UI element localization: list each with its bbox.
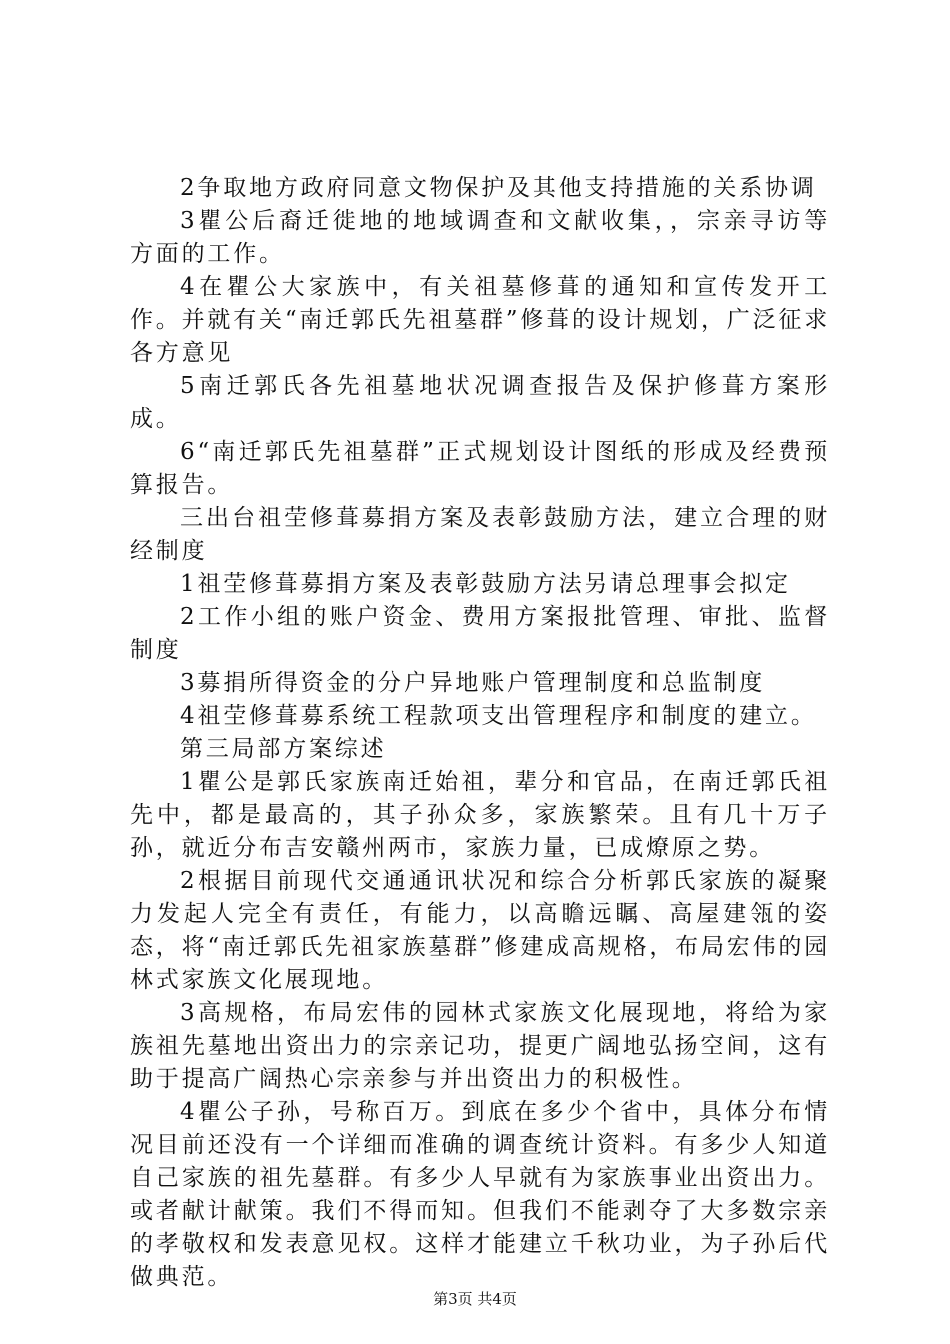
paragraph-4: 5南迁郭氏各先祖墓地状况调查报告及保护修葺方案形成。 — [130, 373, 830, 432]
paragraph-15: 4瞿公子孙，号称百万。到底在多少个省中，具体分布情况目前还没有一个详细而准确的调查统计资料。有多少人知道自己家族的祖先墓群。有多少人早就有为家族事业出资出力。或者献计献策。我们不得而知。但我们不能剥夺了大多数宗亲的孝敬权和发表意见权。这样才能建立千秋功业，为子孙后代做典范。 — [130, 1099, 830, 1290]
paragraph-10: 4祖茔修葺募系统工程款项支出管理程序和制度的建立。 — [180, 703, 817, 729]
page-footer — [0, 1289, 950, 1309]
section-heading-3: 三出台祖茔修葺募捐方案及表彰鼓励方法，建立合理的财经制度 — [130, 505, 830, 564]
paragraph-2: 3瞿公后裔迁徙地的地域调查和文献收集，，宗亲寻访等方面的工作。 — [130, 208, 830, 267]
paragraph-14: 3高规格，布局宏伟的园林式家族文化展现地，将给为家族祖先墓地出资出力的宗亲记功，提更广阔地弘扬空间，这有助于提高广阔热心宗亲参与并出资出力的积极性。 — [130, 1000, 830, 1092]
paragraph-9: 3募捐所得资金的分户异地账户管理制度和总监制度 — [180, 670, 766, 696]
paragraph-1: 2争取地方政府同意文物保护及其他支持措施的关系协调 — [180, 175, 817, 201]
paragraph-12: 1瞿公是郭氏家族南迁始祖，辈分和官品，在南迁郭氏祖先中，都是最高的，其子孙众多，家族繁荣。且有几十万子孙，就近分布吉安赣州两市，家族力量，已成燎原之势。 — [130, 769, 830, 861]
paragraph-13: 2根据目前现代交通通讯状况和综合分析郭氏家族的凝聚力发起人完全有责任，有能力，以高瞻远瞩、高屋建瓴的姿态，将“南迁郭氏先祖家族墓群”修建成高规格，布局宏伟的园林式家族文化展现地。 — [130, 868, 830, 993]
paragraph-5: 6“南迁郭氏先祖墓群”正式规划设计图纸的形成及经费预算报告。 — [130, 439, 830, 498]
paragraph-7: 1祖茔修葺募捐方案及表彰鼓励方法另请总理事会拟定 — [180, 571, 791, 597]
document-body — [130, 172, 830, 1294]
page-number-label: 第3页 共4页 — [433, 1290, 517, 1308]
part-heading: 第三局部方案综述 — [180, 736, 387, 762]
paragraph-3: 4在瞿公大家族中，有关祖墓修葺的通知和宣传发开工作。并就有关“南迁郭氏先祖墓群”修葺的设计规划，广泛征求各方意见 — [130, 274, 830, 366]
paragraph-8: 2工作小组的账户资金、费用方案报批管理、审批、监督制度 — [130, 604, 830, 663]
